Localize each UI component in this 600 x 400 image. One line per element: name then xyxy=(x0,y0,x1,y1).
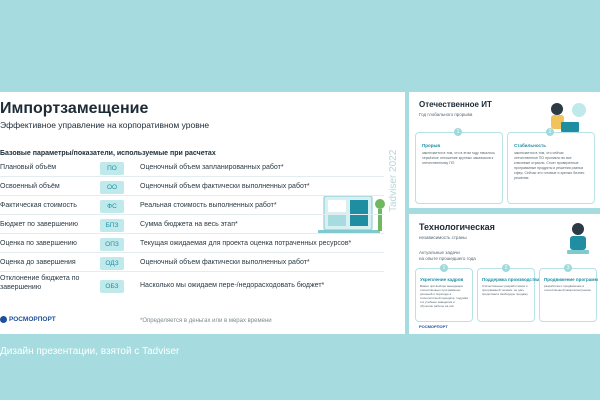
box-text: заключается в том, что в этом году началось серьёзное отношение крупных заказчиков к отечественному ПО xyxy=(422,151,495,165)
param-desc: Сумма бюджета на весь этап* xyxy=(140,221,238,228)
image-caption: Дизайн презентации, взятой с Tadviser xyxy=(0,346,180,357)
param-name: Фактическая стоимость xyxy=(0,202,77,209)
box-number: 3 xyxy=(564,264,572,272)
table-row xyxy=(0,255,384,272)
param-name: Освоенный объём xyxy=(0,183,60,190)
param-desc: Оценочный объем фактически выполненных работ* xyxy=(140,183,310,190)
info-box xyxy=(507,129,595,204)
box-number: 2 xyxy=(546,128,554,136)
row-divider xyxy=(0,214,384,215)
box-number: 1 xyxy=(440,264,448,272)
card-domestic-it xyxy=(409,92,600,208)
card-logo: РОСМОРПОРТ xyxy=(419,324,448,329)
box-heading: Стабильность xyxy=(514,143,547,148)
param-abbr: БПЗ xyxy=(100,219,124,232)
table-row xyxy=(0,179,384,196)
param-name: Бюджет по завершению xyxy=(0,221,78,228)
info-box xyxy=(539,265,598,322)
row-divider xyxy=(0,195,384,196)
table-row xyxy=(0,198,384,215)
param-name: Отклонение бюджета по завершению xyxy=(0,275,80,291)
param-desc: Оценочный объем запланированных работ* xyxy=(140,164,284,171)
box-text: разработка и продвижение в отечественной микроэлектронике xyxy=(544,284,592,292)
box-number: 1 xyxy=(454,128,462,136)
param-name: Оценка до завершения xyxy=(0,259,76,266)
param-abbr: ФС xyxy=(100,200,124,213)
param-abbr: ОБЗ xyxy=(100,280,124,293)
param-desc: Реальная стоимость выполненных работ* xyxy=(140,202,277,209)
person-illustration-icon xyxy=(559,220,597,260)
card-tech-independence xyxy=(409,214,600,334)
param-abbr: ПО xyxy=(100,162,124,175)
footnote: *Определяется в деньгах или в мерах времени xyxy=(140,318,272,324)
param-name: Плановый объём xyxy=(0,164,57,171)
info-box xyxy=(477,265,540,322)
param-name: Оценка по завершению xyxy=(0,240,77,247)
card-subtitle: Год глобального прорыва xyxy=(419,112,473,117)
main-slide xyxy=(0,92,405,334)
vertical-watermark: Tadviser 2022 xyxy=(388,149,399,212)
row-divider xyxy=(0,252,384,253)
param-desc: Насколько мы ожидаем пере-/недорасходовать бюджет* xyxy=(140,282,325,289)
box-text: заключается в том, что сейчас отечественное ПО проникло во все ключевые отрасли. Стоят проверенные программные продукты и решения разных сфер. Сейчас это готовые и зрелые бизнес решения xyxy=(514,151,585,180)
company-logo xyxy=(0,316,56,323)
params-heading: Базовые параметры/показатели, используемые при расчетах xyxy=(0,150,216,157)
row-divider xyxy=(0,271,384,272)
card-title: Технологическая xyxy=(419,222,495,232)
info-box xyxy=(415,129,503,204)
info-box xyxy=(415,265,473,322)
box-text: Отечественных разработчиков и программной техники, не дать средствам в свободную продажу xyxy=(482,284,528,296)
slide-subtitle: Эффективное управление на корпоративном уровне xyxy=(0,120,210,130)
slide-title: Импортзамещение xyxy=(0,100,149,117)
anchor-icon xyxy=(0,316,7,323)
box-heading: Продвижение программ xyxy=(544,277,598,282)
card-subtitle: независимость страны xyxy=(419,235,467,240)
table-row xyxy=(0,217,384,234)
card-title: Отечественное ИТ xyxy=(419,100,492,109)
table-row xyxy=(0,160,384,177)
box-text: Важно при выборе менеджера отечественных программных решений и переходе в технологичной передаче, подумав и в учебные заведения и обучение работы на них xyxy=(420,284,468,308)
param-desc: Текущая ожидаемая для проекта оценка потраченных ресурсов* xyxy=(140,240,352,247)
param-desc: Оценочный объем фактически выполненных работ* xyxy=(140,259,310,266)
param-abbr: ОО xyxy=(100,181,124,194)
logo-text: РОСМОРПОРТ xyxy=(9,316,56,324)
box-number: 2 xyxy=(502,264,510,272)
param-abbr: ОДЗ xyxy=(100,257,124,270)
tasks-heading: Актуальные задачи на опыте прошедшего года xyxy=(419,250,476,261)
row-divider xyxy=(0,233,384,234)
box-heading: Укрепление кадров xyxy=(420,277,464,282)
table-row xyxy=(0,236,384,253)
row-divider xyxy=(0,176,384,177)
box-heading: Поддержка производства xyxy=(482,277,540,282)
table-row xyxy=(0,274,384,300)
param-abbr: ОПЗ xyxy=(100,238,124,251)
box-heading: Прорыв xyxy=(422,143,441,148)
